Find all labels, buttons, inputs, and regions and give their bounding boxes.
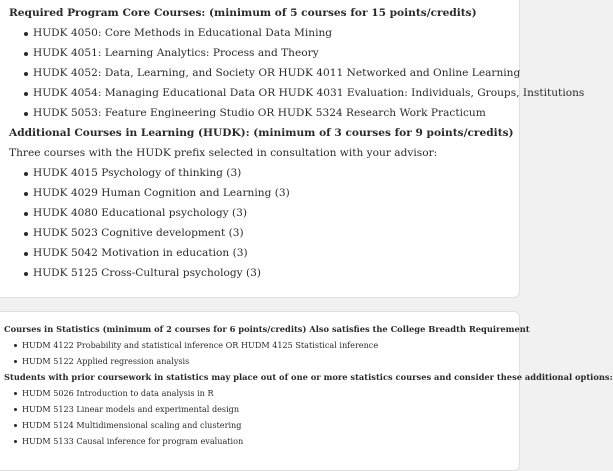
- list-item: HUDM 5133 Causal inference for program evaluation: [0, 433, 519, 449]
- prior-coursework-list: [0, 385, 519, 449]
- list-item: HUDK 4050: Core Methods in Educational Data Mining: [0, 23, 519, 43]
- list-item: HUDK 4054: Managing Educational Data OR HUDK 4031 Evaluation: Individuals, Groups, Institutions: [0, 83, 519, 103]
- list-item: HUDM 5026 Introduction to data analysis in R: [0, 385, 519, 401]
- list-item: HUDM 5123 Linear models and experimental design: [0, 401, 519, 417]
- list-item: HUDK 4080 Educational psychology (3): [0, 203, 519, 223]
- list-item: HUDK 5023 Cognitive development (3): [0, 223, 519, 243]
- list-item: HUDM 5122 Applied regression analysis: [0, 353, 519, 369]
- list-item: HUDK 5042 Motivation in education (3): [0, 243, 519, 263]
- list-item: HUDM 4122 Probability and statistical inference OR HUDM 4125 Statistical inference: [0, 337, 519, 353]
- prior-coursework-heading: Students with prior coursework in statistics may place out of one or more statistics courses and consider these additional options:: [4, 372, 613, 382]
- list-item: HUDK 4051: Learning Analytics: Process and Theory: [0, 43, 519, 63]
- statistics-list: [0, 337, 519, 369]
- additional-courses-heading: Additional Courses in Learning (HUDK): (minimum of 3 courses for 9 points/credits): [9, 127, 514, 139]
- statistics-requirements-card: [0, 311, 613, 471]
- statistics-heading: Courses in Statistics (minimum of 2 courses for 6 points/credits) Also satisfies the College Breadth Requirement: [4, 324, 530, 334]
- list-item: HUDK 4015 Psychology of thinking (3): [0, 163, 519, 183]
- list-item: HUDK 4029 Human Cognition and Learning (3): [0, 183, 519, 203]
- list-item: HUDK 5053: Feature Engineering Studio OR HUDK 5324 Research Work Practicum: [0, 103, 519, 123]
- list-item: HUDK 4052: Data, Learning, and Society OR HUDK 4011 Networked and Online Learning: [0, 63, 519, 83]
- core-courses-heading: Required Program Core Courses: (minimum of 5 courses for 15 points/credits): [9, 7, 477, 19]
- additional-courses-intro: Three courses with the HUDK prefix selected in consultation with your advisor:: [9, 147, 438, 159]
- additional-courses-list: [0, 163, 519, 283]
- core-courses-list: [0, 23, 585, 123]
- list-item: HUDK 5125 Cross-Cultural psychology (3): [0, 263, 519, 283]
- list-item: HUDM 5124 Multidimensional scaling and clustering: [0, 417, 519, 433]
